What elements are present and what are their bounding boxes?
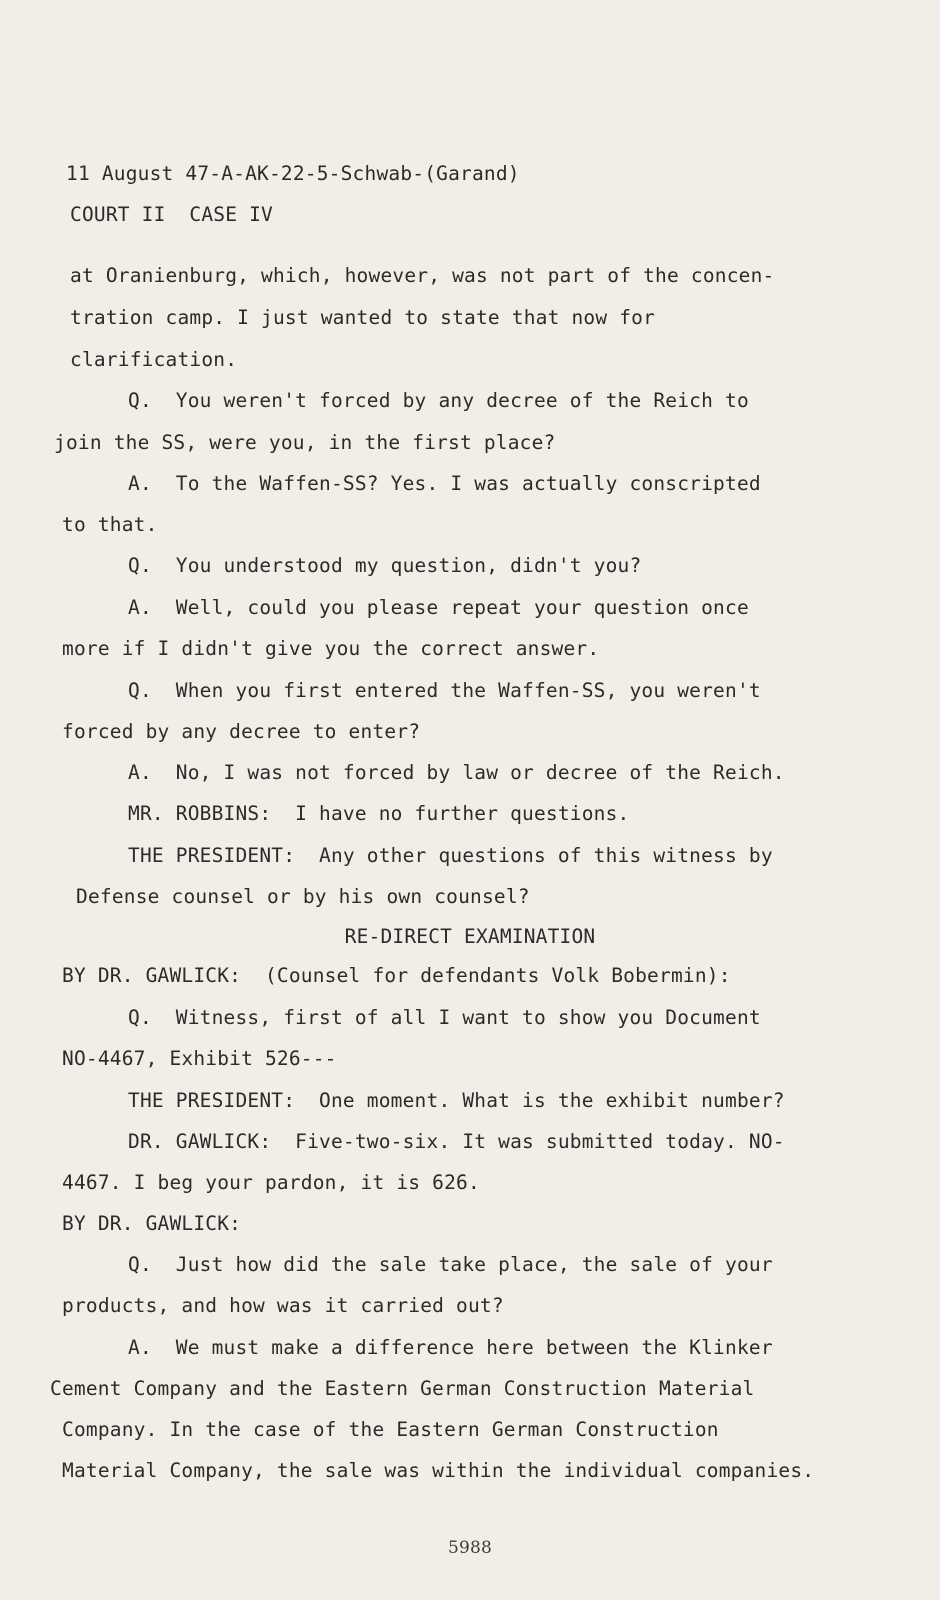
- body-line: A. Well, could you please repeat your question once: [128, 596, 749, 619]
- body-line: Q. Just how did the sale take place, the sale of your: [128, 1253, 773, 1276]
- body-line: more if I didn't give you the correct answer.: [62, 637, 600, 660]
- body-line: Q. When you first entered the Waffen-SS, you weren't: [128, 679, 761, 702]
- body-line: Q. You understood my question, didn't you?: [128, 554, 642, 577]
- body-line: A. To the Waffen-SS? Yes. I was actually conscripted: [128, 472, 761, 495]
- section-heading: RE-DIRECT EXAMINATION: [344, 925, 596, 948]
- body-line: forced by any decree to enter?: [62, 720, 421, 743]
- body-line: Cement Company and the Eastern German Construction Material: [50, 1377, 755, 1400]
- body-line: to that.: [62, 513, 158, 536]
- body-line: clarification.: [70, 348, 238, 371]
- body-line: NO-4467, Exhibit 526---: [62, 1047, 337, 1070]
- body-line: at Oranienburg, which, however, was not part of the concen-: [70, 264, 775, 287]
- body-line: tration camp. I just wanted to state that now for: [70, 306, 656, 329]
- body-line: DR. GAWLICK: Five-two-six. It was submitted today. NO-: [128, 1130, 785, 1153]
- body-line: BY DR. GAWLICK: (Counsel for defendants Volk Bobermin):: [62, 964, 731, 987]
- header-line-2: COURT II CASE IV: [70, 203, 273, 226]
- body-line: Company. In the case of the Eastern German Construction: [62, 1418, 719, 1441]
- body-line: MR. ROBBINS: I have no further questions.: [128, 802, 630, 825]
- body-line: THE PRESIDENT: Any other questions of this witness by: [128, 844, 773, 867]
- body-line: Q. You weren't forced by any decree of the Reich to: [128, 389, 749, 412]
- body-line: Q. Witness, first of all I want to show you Document: [128, 1006, 761, 1029]
- body-line: Defense counsel or by his own counsel?: [76, 885, 530, 908]
- body-line: A. No, I was not forced by law or decree of the Reich.: [128, 761, 785, 784]
- body-line: BY DR. GAWLICK:: [62, 1212, 242, 1235]
- header-line-1: 11 August 47-A-AK-22-5-Schwab-(Garand): [66, 162, 520, 185]
- body-line: join the SS, were you, in the first place?: [54, 431, 556, 454]
- body-line: Material Company, the sale was within the individual companies.: [62, 1459, 815, 1482]
- page-number: 5988: [447, 1538, 493, 1558]
- body-line: 4467. I beg your pardon, it is 626.: [62, 1171, 480, 1194]
- body-line: A. We must make a difference here between the Klinker: [128, 1336, 773, 1359]
- body-line: THE PRESIDENT: One moment. What is the exhibit number?: [128, 1089, 785, 1112]
- body-line: products, and how was it carried out?: [62, 1294, 504, 1317]
